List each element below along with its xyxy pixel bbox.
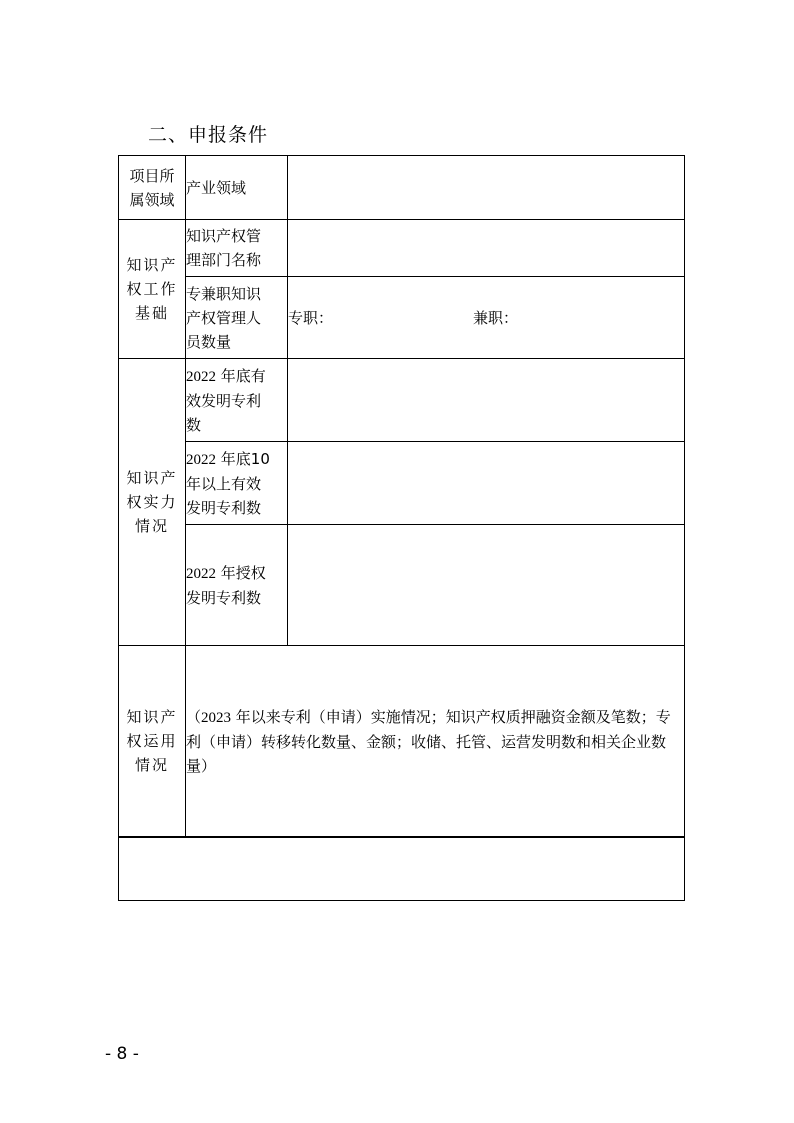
page-number: - 8 - xyxy=(105,1044,139,1064)
label-industry-field: 产业领域 xyxy=(186,156,288,220)
row-project-field xyxy=(119,156,685,220)
label-ip-usage: 知识产权运用情况 xyxy=(119,646,186,837)
row-extra xyxy=(119,837,685,901)
label-ip-work-basis: 知识产权工作基础 xyxy=(119,220,186,359)
label-granted-patents: 2022 年授权发明专利数 xyxy=(186,525,288,646)
label-project-field: 项目所属领域 xyxy=(119,156,186,220)
thick-divider xyxy=(118,837,684,838)
full-time-label: 专职： xyxy=(288,308,334,327)
granted-patents-value[interactable] xyxy=(288,525,685,646)
ip-usage-value[interactable] xyxy=(186,646,685,837)
industry-field-value[interactable] xyxy=(288,156,685,220)
label-ip-dept-name: 知识产权管理部门名称 xyxy=(186,220,288,277)
ip-staff-count-value[interactable] xyxy=(288,277,685,359)
row-granted-patents xyxy=(119,525,685,646)
section-title: 二、申报条件 xyxy=(148,124,269,146)
label-ip-strength: 知识产权实力情况 xyxy=(119,359,186,646)
10yr-valid-patents-value[interactable] xyxy=(288,442,685,525)
label-ip-staff-count: 专兼职知识产权管理人员数量 xyxy=(186,277,288,359)
valid-invention-patents-value[interactable] xyxy=(288,359,685,442)
part-time-label: 兼职： xyxy=(473,308,519,327)
ip-usage-hint: 年以来专利（申请）实施情况；知识产权质押融资金额及笔数；专利（申请）转移转化数量、金额；收储、托管、运营发明数和相关企业数量） xyxy=(186,707,671,775)
row-valid-patents xyxy=(119,359,685,442)
row-10yr-patents xyxy=(119,442,685,525)
application-conditions-table xyxy=(118,155,685,901)
row-ip-dept xyxy=(119,220,685,277)
label-valid-invention-patents: 2022 年底有效发明专利数 xyxy=(186,359,288,442)
label-10yr-valid-patents: 2022 年底10年以上有效发明专利数 xyxy=(186,442,288,525)
extra-row-value[interactable] xyxy=(119,837,685,901)
row-ip-usage xyxy=(119,646,685,837)
ip-dept-name-value[interactable] xyxy=(288,220,685,277)
ip-usage-hint-year: （2023 xyxy=(186,709,232,726)
row-ip-staff xyxy=(119,277,685,359)
